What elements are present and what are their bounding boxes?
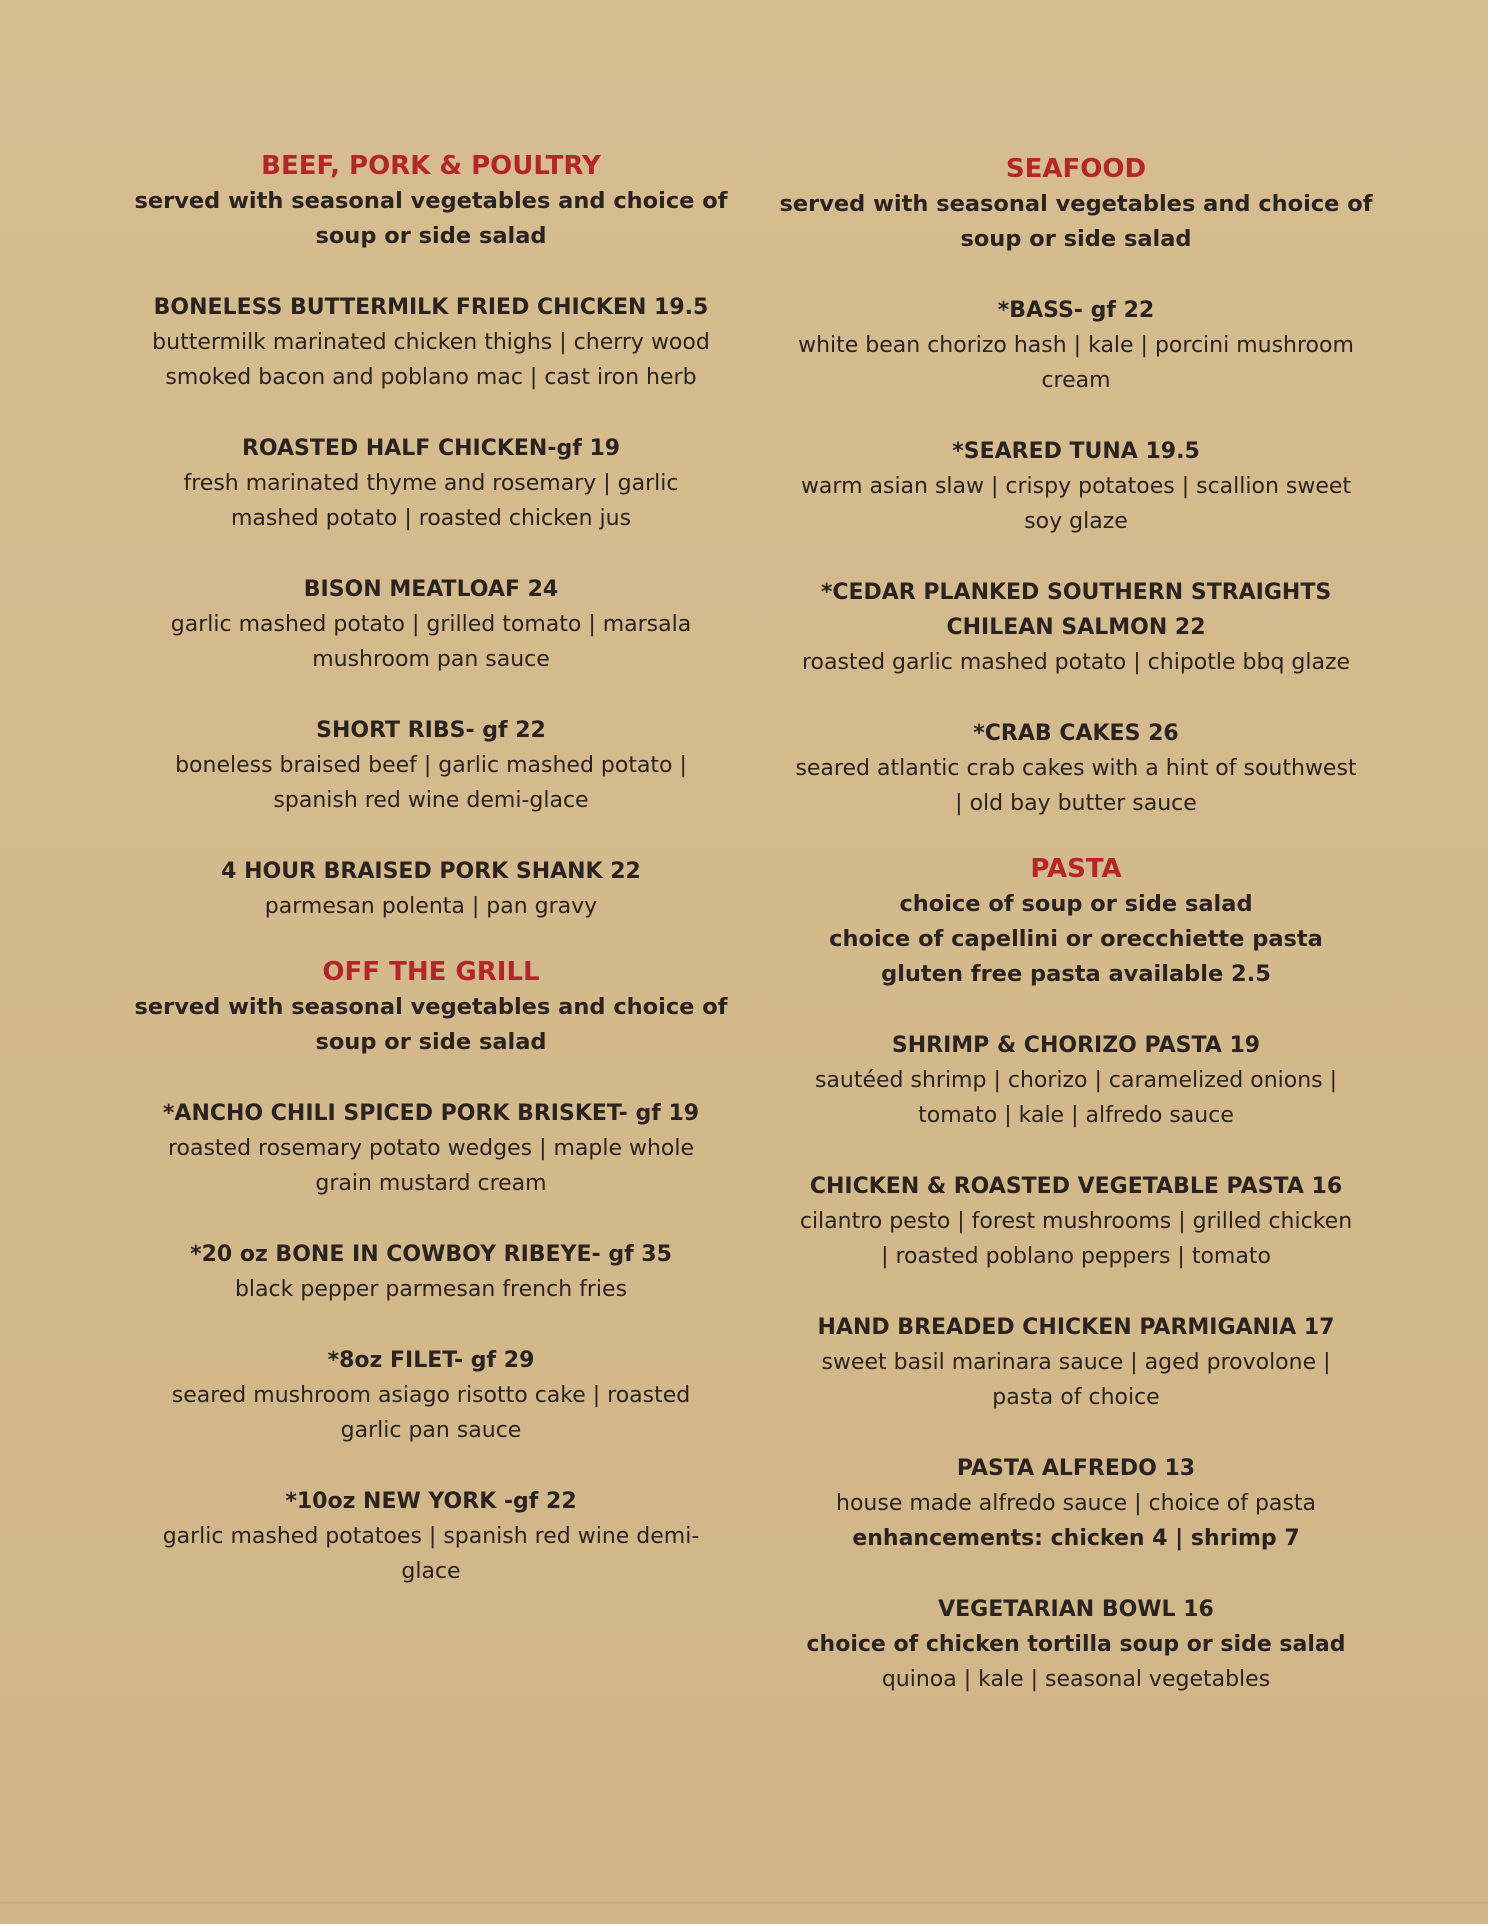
item-description: buttermilk marinated chicken thighs | cherry wood <box>152 330 710 355</box>
section-subtitle: served with seasonal vegetables and choice of <box>779 191 1373 217</box>
item-name: HAND BREADED CHICKEN PARMIGANIA 17 <box>817 1315 1335 1340</box>
item-description: | roasted poblano peppers | tomato <box>881 1244 1271 1269</box>
section-subtitle: soup or side salad <box>315 223 547 249</box>
item-description: parmesan polenta | pan gravy <box>264 894 598 919</box>
section-title-off-the-grill: OFF THE GRILL <box>322 957 540 987</box>
item-description: fresh marinated thyme and rosemary | garlic <box>183 471 679 496</box>
section-subtitle: choice of capellini or orecchiette pasta <box>829 926 1323 952</box>
menu-item-new-york <box>131 1484 731 1589</box>
item-name: SHRIMP & CHORIZO PASTA 19 <box>891 1033 1261 1058</box>
menu-item-half-chicken <box>131 431 731 536</box>
item-name: *ANCHO CHILI SPICED PORK BRISKET- gf 19 <box>162 1101 700 1126</box>
menu-item-cowboy-ribeye <box>131 1237 731 1307</box>
section-subtitle: soup or side salad <box>960 226 1192 252</box>
item-description: choice of chicken tortilla soup or side salad <box>806 1632 1346 1657</box>
item-name: CHILEAN SALMON 22 <box>946 615 1206 640</box>
menu-item-shrimp-chorizo-pasta <box>776 1028 1376 1133</box>
item-name: CHICKEN & ROASTED VEGETABLE PASTA 16 <box>809 1174 1343 1199</box>
menu-item-pork-brisket <box>131 1096 731 1201</box>
section-subtitle: gluten free pasta available 2.5 <box>881 961 1271 987</box>
menu-item-short-ribs <box>131 713 731 818</box>
item-description: glace <box>401 1559 461 1584</box>
menu-item-pasta-alfredo <box>776 1451 1376 1556</box>
item-name: *CRAB CAKES 26 <box>973 721 1179 746</box>
item-description: cream <box>1041 368 1111 393</box>
item-description: black pepper parmesan french fries <box>234 1277 628 1302</box>
menu-item-chilean-salmon <box>776 575 1376 680</box>
item-enhancements: enhancements: chicken 4 | shrimp 7 <box>852 1526 1300 1551</box>
menu-item-vegetarian-bowl <box>776 1592 1376 1697</box>
item-description: boneless braised beef | garlic mashed potato | <box>175 753 687 778</box>
section-title-pasta: PASTA <box>1030 854 1122 884</box>
item-description: seared mushroom asiago risotto cake | roasted <box>171 1383 691 1408</box>
left-column <box>131 148 731 1589</box>
page-edge-divider <box>0 1902 1488 1904</box>
item-description: pasta of choice <box>992 1385 1160 1410</box>
item-description: warm asian slaw | crispy potatoes | scallion sweet <box>800 474 1352 499</box>
item-description: mashed potato | roasted chicken jus <box>230 506 632 531</box>
item-description: tomato | kale | alfredo sauce <box>918 1103 1234 1128</box>
section-title-seafood: SEAFOOD <box>1005 154 1147 184</box>
item-description: quinoa | kale | seasonal vegetables <box>881 1667 1271 1692</box>
item-name: *8oz FILET- gf 29 <box>327 1348 535 1373</box>
item-description: sautéed shrimp | chorizo | caramelized onions | <box>814 1068 1338 1093</box>
section-pasta <box>776 851 1376 992</box>
item-name: *BASS- gf 22 <box>997 298 1155 323</box>
menu-item-crab-cakes <box>776 716 1376 821</box>
item-description: roasted garlic mashed potato | chipotle bbq glaze <box>801 650 1351 675</box>
section-subtitle: served with seasonal vegetables and choice of <box>134 994 728 1020</box>
section-subtitle: soup or side salad <box>315 1029 547 1055</box>
item-description: garlic mashed potatoes | spanish red wine demi- <box>162 1524 700 1549</box>
section-off-the-grill <box>131 954 731 1060</box>
item-description: smoked bacon and poblano mac | cast iron herb <box>165 365 697 390</box>
item-description: soy glaze <box>1024 509 1128 534</box>
menu-item-chicken-parmigiana <box>776 1310 1376 1415</box>
item-name: SHORT RIBS- gf 22 <box>316 718 546 743</box>
menu-item-fried-chicken <box>131 290 731 395</box>
menu-item-chicken-vegetable-pasta <box>776 1169 1376 1274</box>
item-description: seared atlantic crab cakes with a hint of southwest <box>795 756 1357 781</box>
item-description: | old bay butter sauce <box>955 791 1197 816</box>
section-title-beef-pork-poultry: BEEF, PORK & POULTRY <box>261 151 601 181</box>
item-description: garlic mashed potato | grilled tomato | marsala <box>170 612 692 637</box>
item-description: garlic pan sauce <box>340 1418 522 1443</box>
item-description: sweet basil marinara sauce | aged provolone | <box>821 1350 1331 1375</box>
item-description: white bean chorizo hash | kale | porcini mushroom <box>798 333 1354 358</box>
item-name: PASTA ALFREDO 13 <box>956 1456 1196 1481</box>
item-name: BONELESS BUTTERMILK FRIED CHICKEN 19.5 <box>153 295 709 320</box>
item-description: mushroom pan sauce <box>312 647 550 672</box>
item-description: grain mustard cream <box>315 1171 547 1196</box>
item-description: roasted rosemary potato wedges | maple whole <box>167 1136 695 1161</box>
menu-item-pork-shank <box>131 854 731 924</box>
menu-item-bison-meatloaf <box>131 572 731 677</box>
menu-item-seared-tuna <box>776 434 1376 539</box>
item-description: cilantro pesto | forest mushrooms | grilled chicken <box>799 1209 1353 1234</box>
item-name: *10oz NEW YORK -gf 22 <box>285 1489 577 1514</box>
item-description: house made alfredo sauce | choice of pasta <box>836 1491 1316 1516</box>
item-name: *20 oz BONE IN COWBOY RIBEYE- gf 35 <box>190 1242 672 1267</box>
menu-item-filet <box>131 1343 731 1448</box>
item-name: *CEDAR PLANKED SOUTHERN STRAIGHTS <box>820 580 1332 605</box>
item-name: 4 HOUR BRAISED PORK SHANK 22 <box>221 859 641 884</box>
item-name: BISON MEATLOAF 24 <box>303 577 559 602</box>
item-name: VEGETARIAN BOWL 16 <box>938 1597 1214 1622</box>
item-name: ROASTED HALF CHICKEN-gf 19 <box>241 436 621 461</box>
menu-item-bass <box>776 293 1376 398</box>
item-description: spanish red wine demi-glace <box>273 788 589 813</box>
section-subtitle: choice of soup or side salad <box>899 891 1253 917</box>
right-column <box>776 151 1376 1697</box>
item-name: *SEARED TUNA 19.5 <box>952 439 1200 464</box>
section-subtitle: served with seasonal vegetables and choice of <box>134 188 728 214</box>
